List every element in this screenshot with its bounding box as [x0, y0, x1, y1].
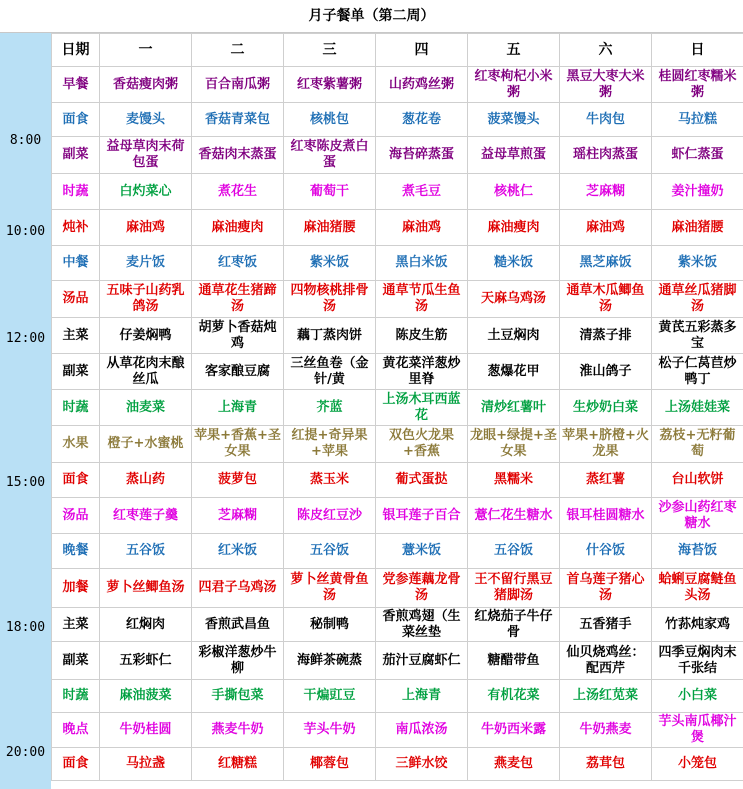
dish-cell: 菠萝包 [192, 463, 284, 498]
dish-cell: 麻油鸡 [376, 210, 468, 246]
dish-cell: 通草花生猪蹄汤 [192, 281, 284, 318]
dish-cell: 首乌莲子猪心汤 [560, 569, 652, 608]
dish-cell: 马拉糕 [652, 103, 743, 137]
dish-cell: 麻油鸡 [560, 210, 652, 246]
dish-cell: 上汤红苋菜 [560, 680, 652, 713]
dish-cell: 上海青 [376, 680, 468, 713]
meal-label: 晚餐 [52, 534, 100, 569]
menu-row [52, 246, 743, 281]
dish-cell: 芋头南瓜椰汁煲 [652, 713, 743, 748]
dish-cell: 五彩虾仁 [100, 642, 192, 680]
dish-cell: 姜汁撞奶 [652, 174, 743, 210]
dish-cell: 红提+奇异果+苹果 [284, 426, 376, 463]
dish-cell: 手撕包菜 [192, 680, 284, 713]
dish-cell: 通草丝瓜猪脚汤 [652, 281, 743, 318]
meal-label: 晚点 [52, 713, 100, 748]
time-label: 8:00 [9, 133, 42, 148]
dish-cell: 麦片饭 [100, 246, 192, 281]
dish-cell: 竹荪炖家鸡 [652, 608, 743, 642]
meal-label: 面食 [52, 463, 100, 498]
time-label: 20:00 [5, 745, 46, 760]
dish-cell: 五谷饭 [468, 534, 560, 569]
header-label: 日期 [52, 34, 100, 67]
meal-label: 汤品 [52, 281, 100, 318]
dish-cell: 糙米饭 [468, 246, 560, 281]
dish-cell: 土豆焖肉 [468, 318, 560, 354]
dish-cell: 燕麦包 [468, 748, 560, 781]
dish-cell: 香煎鸡翅（生菜丝垫 [376, 608, 468, 642]
dish-cell: 麻油猪腰 [284, 210, 376, 246]
day-header: 六 [560, 34, 652, 67]
dish-cell: 黄芪五彩蒸多宝 [652, 318, 743, 354]
dish-cell: 上汤木耳西蓝花 [376, 390, 468, 426]
dish-cell: 益母草肉末荷包蛋 [100, 137, 192, 174]
dish-cell: 香煎武昌鱼 [192, 608, 284, 642]
dish-cell: 什谷饭 [560, 534, 652, 569]
dish-cell: 葡式蛋挞 [376, 463, 468, 498]
dish-cell: 百合南瓜粥 [192, 67, 284, 103]
dish-cell: 银耳桂圆糖水 [560, 498, 652, 534]
menu-row [52, 498, 743, 534]
meal-label: 早餐 [52, 67, 100, 103]
dish-cell: 红米饭 [192, 534, 284, 569]
time-column [0, 33, 51, 789]
dish-cell: 瑶柱肉蒸蛋 [560, 137, 652, 174]
dish-cell: 红枣莲子羹 [100, 498, 192, 534]
page-title: 月子餐单（第二周） [0, 0, 743, 33]
meal-label: 加餐 [52, 569, 100, 608]
dish-cell: 红枣饭 [192, 246, 284, 281]
dish-cell: 藕丁蒸肉饼 [284, 318, 376, 354]
dish-cell: 客家酿豆腐 [192, 354, 284, 390]
dish-cell: 益母草煎蛋 [468, 137, 560, 174]
dish-cell: 通草节瓜生鱼汤 [376, 281, 468, 318]
dish-cell: 紫米饭 [652, 246, 743, 281]
dish-cell: 萝卜丝鲫鱼汤 [100, 569, 192, 608]
dish-cell: 桂圆红枣糯米粥 [652, 67, 743, 103]
dish-cell: 双色火龙果+香蕉 [376, 426, 468, 463]
dish-cell: 三鲜水饺 [376, 748, 468, 781]
dish-cell: 芥蓝 [284, 390, 376, 426]
menu-row [52, 680, 743, 713]
dish-cell: 煮花生 [192, 174, 284, 210]
dish-cell: 陈皮红豆沙 [284, 498, 376, 534]
dish-cell: 牛奶西米露 [468, 713, 560, 748]
dish-cell: 三丝鱼卷（金针/黄 [284, 354, 376, 390]
dish-cell: 马拉盏 [100, 748, 192, 781]
dish-cell: 四季豆焖肉末千张结 [652, 642, 743, 680]
menu-row [52, 608, 743, 642]
meal-label: 面食 [52, 103, 100, 137]
meal-label: 主菜 [52, 318, 100, 354]
dish-cell: 淮山鸽子 [560, 354, 652, 390]
dish-cell: 香菇青菜包 [192, 103, 284, 137]
menu-row [52, 174, 743, 210]
dish-cell: 芋头牛奶 [284, 713, 376, 748]
day-header: 五 [468, 34, 560, 67]
dish-cell: 白灼菜心 [100, 174, 192, 210]
dish-cell: 薏米饭 [376, 534, 468, 569]
menu-row [52, 534, 743, 569]
dish-cell: 核桃仁 [468, 174, 560, 210]
menu-row [52, 390, 743, 426]
dish-cell: 麻油瘦肉 [468, 210, 560, 246]
meal-label: 主菜 [52, 608, 100, 642]
dish-cell: 红糖糕 [192, 748, 284, 781]
dish-cell: 煮毛豆 [376, 174, 468, 210]
dish-cell: 芝麻糊 [192, 498, 284, 534]
dish-cell: 上汤娃娃菜 [652, 390, 743, 426]
meal-label: 副菜 [52, 642, 100, 680]
meal-label: 时蔬 [52, 680, 100, 713]
day-header: 日 [652, 34, 743, 67]
dish-cell: 红焖肉 [100, 608, 192, 642]
meal-label: 汤品 [52, 498, 100, 534]
dish-cell: 五香猪手 [560, 608, 652, 642]
dish-cell: 海苔饭 [652, 534, 743, 569]
dish-cell: 清炒红薯叶 [468, 390, 560, 426]
dish-cell: 麻油菠菜 [100, 680, 192, 713]
dish-cell: 薏仁花生糖水 [468, 498, 560, 534]
dish-cell: 苹果+香蕉+圣女果 [192, 426, 284, 463]
dish-cell: 牛奶桂圆 [100, 713, 192, 748]
dish-cell: 通草木瓜鲫鱼汤 [560, 281, 652, 318]
dish-cell: 五味子山药乳鸽汤 [100, 281, 192, 318]
dish-cell: 黑芝麻饭 [560, 246, 652, 281]
dish-cell: 山药鸡丝粥 [376, 67, 468, 103]
dish-cell: 蒸玉米 [284, 463, 376, 498]
dish-cell: 椰蓉包 [284, 748, 376, 781]
dish-cell: 虾仁蒸蛋 [652, 137, 743, 174]
dish-cell: 蒸红薯 [560, 463, 652, 498]
dish-cell: 天麻乌鸡汤 [468, 281, 560, 318]
menu-row [52, 642, 743, 680]
menu-row [52, 569, 743, 608]
dish-cell: 油麦菜 [100, 390, 192, 426]
day-header: 一 [100, 34, 192, 67]
meal-label: 时蔬 [52, 174, 100, 210]
dish-cell: 龙眼+绿提+圣女果 [468, 426, 560, 463]
dish-cell: 秘制鸭 [284, 608, 376, 642]
dish-cell: 干煸豇豆 [284, 680, 376, 713]
dish-cell: 小笼包 [652, 748, 743, 781]
dish-cell: 五谷饭 [100, 534, 192, 569]
dish-cell: 南瓜浓汤 [376, 713, 468, 748]
time-label: 15:00 [5, 475, 46, 490]
dish-cell: 王不留行黑豆猪脚汤 [468, 569, 560, 608]
dish-cell: 紫米饭 [284, 246, 376, 281]
dish-cell: 萝卜丝黄骨鱼汤 [284, 569, 376, 608]
meal-label: 水果 [52, 426, 100, 463]
dish-cell: 麦馒头 [100, 103, 192, 137]
dish-cell: 清蒸子排 [560, 318, 652, 354]
menu-row [52, 103, 743, 137]
header-row [52, 34, 743, 67]
menu-row [52, 318, 743, 354]
dish-cell: 沙参山药红枣糖水 [652, 498, 743, 534]
dish-cell: 燕麦牛奶 [192, 713, 284, 748]
day-header: 三 [284, 34, 376, 67]
dish-cell: 红烧茄子牛仔骨 [468, 608, 560, 642]
dish-cell: 茄汁豆腐虾仁 [376, 642, 468, 680]
dish-cell: 五谷饭 [284, 534, 376, 569]
dish-cell: 菠菜馒头 [468, 103, 560, 137]
dish-cell: 黑糯米 [468, 463, 560, 498]
dish-cell: 蒸山药 [100, 463, 192, 498]
dish-cell: 黑白米饭 [376, 246, 468, 281]
time-label: 18:00 [5, 620, 46, 635]
dish-cell: 糖醋带鱼 [468, 642, 560, 680]
meal-label: 副菜 [52, 354, 100, 390]
menu-row [52, 281, 743, 318]
dish-cell: 麻油瘦肉 [192, 210, 284, 246]
dish-cell: 海鲜茶碗蒸 [284, 642, 376, 680]
dish-cell: 台山软饼 [652, 463, 743, 498]
time-label: 12:00 [5, 331, 46, 346]
menu-row [52, 210, 743, 246]
menu-row [52, 67, 743, 103]
dish-cell: 有机花菜 [468, 680, 560, 713]
meal-label: 中餐 [52, 246, 100, 281]
dish-cell: 红枣陈皮煮白蛋 [284, 137, 376, 174]
dish-cell: 蛤蜊豆腐鲢鱼头汤 [652, 569, 743, 608]
dish-cell: 麻油猪腰 [652, 210, 743, 246]
dish-cell: 胡萝卜香菇炖鸡 [192, 318, 284, 354]
dish-cell: 芝麻糊 [560, 174, 652, 210]
time-label: 10:00 [5, 224, 46, 239]
dish-cell: 海苔碎蒸蛋 [376, 137, 468, 174]
dish-cell: 牛奶燕麦 [560, 713, 652, 748]
dish-cell: 葡萄干 [284, 174, 376, 210]
menu-row [52, 426, 743, 463]
dish-cell: 陈皮生筋 [376, 318, 468, 354]
dish-cell: 松子仁莴苣炒鸭丁 [652, 354, 743, 390]
dish-cell: 红枣枸杞小米粥 [468, 67, 560, 103]
dish-cell: 香菇瘦肉粥 [100, 67, 192, 103]
dish-cell: 从草花肉末酿丝瓜 [100, 354, 192, 390]
day-header: 四 [376, 34, 468, 67]
dish-cell: 香菇肉末蒸蛋 [192, 137, 284, 174]
dish-cell: 荔枝+无籽葡萄 [652, 426, 743, 463]
menu-table [51, 33, 743, 781]
dish-cell: 黑豆大枣大米粥 [560, 67, 652, 103]
dish-cell: 苹果+脐橙+火龙果 [560, 426, 652, 463]
dish-cell: 黄花菜洋葱炒里脊 [376, 354, 468, 390]
dish-cell: 仔姜焖鸭 [100, 318, 192, 354]
dish-cell: 彩椒洋葱炒牛柳 [192, 642, 284, 680]
meal-label: 炖补 [52, 210, 100, 246]
dish-cell: 橙子+水蜜桃 [100, 426, 192, 463]
dish-cell: 四物核桃排骨汤 [284, 281, 376, 318]
meal-label: 面食 [52, 748, 100, 781]
dish-cell: 葱爆花甲 [468, 354, 560, 390]
dish-cell: 荔茸包 [560, 748, 652, 781]
dish-cell: 小白菜 [652, 680, 743, 713]
menu-row [52, 748, 743, 781]
dish-cell: 核桃包 [284, 103, 376, 137]
dish-cell: 生炒奶白菜 [560, 390, 652, 426]
menu-row [52, 137, 743, 174]
dish-cell: 仙贝烧鸡丝：配西芹 [560, 642, 652, 680]
menu-row [52, 354, 743, 390]
menu-row [52, 713, 743, 748]
dish-cell: 银耳莲子百合 [376, 498, 468, 534]
dish-cell: 牛肉包 [560, 103, 652, 137]
dish-cell: 上海青 [192, 390, 284, 426]
dish-cell: 葱花卷 [376, 103, 468, 137]
dish-cell: 麻油鸡 [100, 210, 192, 246]
dish-cell: 党参莲藕龙骨汤 [376, 569, 468, 608]
menu-row [52, 463, 743, 498]
day-header: 二 [192, 34, 284, 67]
meal-label: 时蔬 [52, 390, 100, 426]
dish-cell: 四君子乌鸡汤 [192, 569, 284, 608]
meal-label: 副菜 [52, 137, 100, 174]
dish-cell: 红枣紫薯粥 [284, 67, 376, 103]
